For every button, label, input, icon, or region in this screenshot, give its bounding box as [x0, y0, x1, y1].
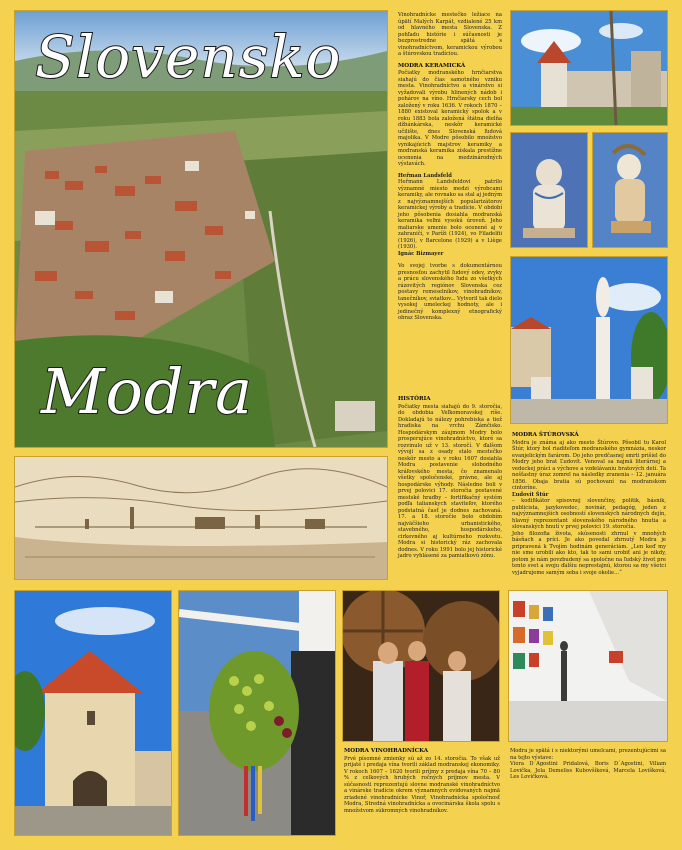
art-paragraph: Modra je spätá i s niektorými umelcami, prezentujúcimi sa na tejto výstave: — [510, 748, 666, 761]
ludovit-stur-name: Ľudovít Štúr — [512, 491, 549, 498]
aerial-town-photo — [14, 10, 388, 448]
ceramic-figure-photo-1 — [510, 132, 588, 248]
artist-names: Viera D´Agostini Pridalová, Boris D´Agostini, Viliam Lovička, Jela Demeliss Kubovšíková, Marcela Lovišková, Les Lovičková. — [510, 761, 666, 780]
history-paragraph: Počiatky mesta siahajú do 9. storočia, do obdobia Veľkomoravskej ríše. Dokladajú to nálezy pohrebiska a tiež hradiska na vrchu Zámčisko. Hospodárskym záujmom Modry bolo prosperujúce vinohradníctvo, ktoré sa rozvinulo už v 13. storočí. V ďalšom vývoji sa z osady stalo mestečko neskôr mesto a v roku 1607 dosiahla Modra postavenie slobodného kráľovského mesta, čo znamenalo všetky spoločenské, právne, ale aj hospodárske výhody. Následne boli v prvej polovici 17. storočia postavené mestské hradby – fortifikačný systém podľa talianskych staviteľov, ktorého podstatná časť je dodnes zachovaná. 17. a 18. storočie bolo obdobím najväčšieho urbanistického, stavebného, hospodárskeho, cirkevného aj kultúrneho rozkvetu. Modra si historický ráz zachovala dodnes. V roku 1991 bolo jej historické jadro vyhlásené za pamiatkovú zónu. — [398, 403, 502, 559]
title-slovensko: Slovensko — [35, 23, 342, 91]
ceramics-paragraph: Počiatky modranského hrnčiarstva siahajú do čias samotného vzniku mesta. Vinohradníctvo a vinárstvo si vyžadovali výrobu hlinených nádob i pohárov na víno. Hrnčiarsky cech bol založený v roku 1636. V rokoch 1870 – 1880 existoval keramický spolok a v roku 1883 bola založená štátna dielňa džbánkárska, neskôr keramické učilište, dnes Slovenská ľudová majolika. V Modre pôsobilo množstvo vynikajúcich majstrov keramiky a modranská keramika získala prestížne ocenenia na medzinárodných výstavách. — [398, 70, 502, 167]
town-gate-photo — [14, 590, 172, 836]
castle-tower-photo — [510, 10, 668, 126]
stur-monument-photo — [510, 256, 668, 424]
gallery-interior-photo — [508, 590, 668, 742]
ceramics-heading: MODRA KERAMICKÁ — [398, 62, 466, 69]
stur-quote: Jeho filozofia života, skúsenosti zhrnul v mnohých básňach a príci. Je ako povedal zhrnutý Modra je pripravená k Tvojím hodinám generáciám. „Len keď my nie sme urobili ako kto, tak to sami urobiť ani je nikdy, potom je nám povzbudený sa spoločne na ľudský život pre tento svet a svoju ďalšiu neprestajnú, ktorou sa my všetci vyjadrujeme samým seba i svoje okolie...“ — [512, 530, 666, 576]
wine-text — [344, 748, 500, 819]
wine-paragraph: Prvé písomné zmienky sú až zo 14. storočia. To však už prijaté i predaja vína tvorili základ modranskej ekonomiky. V rokoch 1607 – 1620 tvorili príjmy z predaja vína 70 – 80 % z celkových hrubých ročných príjmov mesta. V súčasnosti reprezentujú slovne modranské vinohradníctvo a vinárske tradície okrem významných evidovaných najmä zriadené vinohradnícke Vinoř, Vinohradnícka spoločnosť Modra, Stredná vinohradnícka a ovocinárska škola spolu s množstvom súkromných vinohradníkov. — [344, 755, 500, 814]
landsfeld-name: Heřman Landsfeld — [398, 172, 452, 179]
art-text — [510, 748, 666, 786]
title-modra: Modra — [41, 355, 254, 428]
stur-text — [512, 432, 666, 581]
history-heading: HISTÓRIA — [398, 396, 431, 402]
landsfeld-paragraph: Heřmann Landsfeldovi patrilo významné miesto medzi výrobcami keramiky, ale rovnako sa stal aj jedným z najvýznamnejších popularizátorov keramickej výroby a tradície. V období jeho pôsobenia dosiahla modranská keramika veľmi vysokú úroveň. Jeho maliarske umenie bolo ocenené aj v zahraničí, v Paríži (1924), vo Filadelfii (1926), v Barcelone (1929) a v Liège (1930). — [398, 179, 502, 250]
ceramic-figure-photo-2 — [592, 132, 668, 248]
wine-cellar-photo — [342, 590, 500, 742]
ludovit-stur-paragraph: – kodifikátor spisovnej slovenčiny, politik, básnik, publicista, jazykovedec, novinár, pedagóg, jeden z najvýznamnejších osobností slovenských národných dejín, hlavný reprezentant slovenského národného hnutia a slovanských hnutí v prvej polovici 19. storočia. — [512, 498, 666, 530]
intro-paragraph: Vinohradnícke mestečko ležiace na úpätí Malých Karpát, vzdialené 25 km od hlavného mesta Slovenska. Z pohľadu histórie i súčasnosti je bezprostredne spätá s vinohradníctvom, keramickou výrobou a štúrovskou tradíciou. — [398, 12, 502, 57]
bizmayer-paragraph: Vo svojej tvorbe s dokumentárnou presnosťou zachytil ľudový odev, zvyky a prácu slovenského ľudu zo všetkých rázovitých regiónov Slovenska cez postavy remeselníkov, vinohradníkov, tanečníkov, sviatkov... Vytvoril tak dielo vysokej umeleckej hodnoty, ale i jedinečný komplexný etnografický obraz Slovenska. — [398, 263, 502, 321]
history-text-column — [398, 396, 502, 565]
historical-engraving — [14, 456, 388, 580]
stur-heading: MODRA ŠTÚROVSKÁ — [512, 432, 579, 438]
stur-paragraph: Modra je známa aj ako mesto Štúrovo. Pôsobil tu Karol Štúr, ktorý bol riaditeľom modranského gymnázia, neskor evanjelickým farárom. Do jeho predčasnej smrti prišiel do Modry jeho brat Ľudovít. Venoval sa najmä literárnej a vedeckej práci a výchove a vzdelávaniu bratových detí. Ta nešťastný úraz zomrel na následky zranenia – 12. januára 1856. Obaja bratia sú pochovaní na modranskom cintoríne. — [512, 439, 666, 491]
bizmayer-name: Ignác Bizmayer — [398, 250, 444, 257]
intro-text-column — [398, 12, 502, 327]
grape-harvest-photo — [178, 590, 336, 836]
wine-heading: MODRA VINOHRADNÍCKA — [344, 748, 429, 754]
